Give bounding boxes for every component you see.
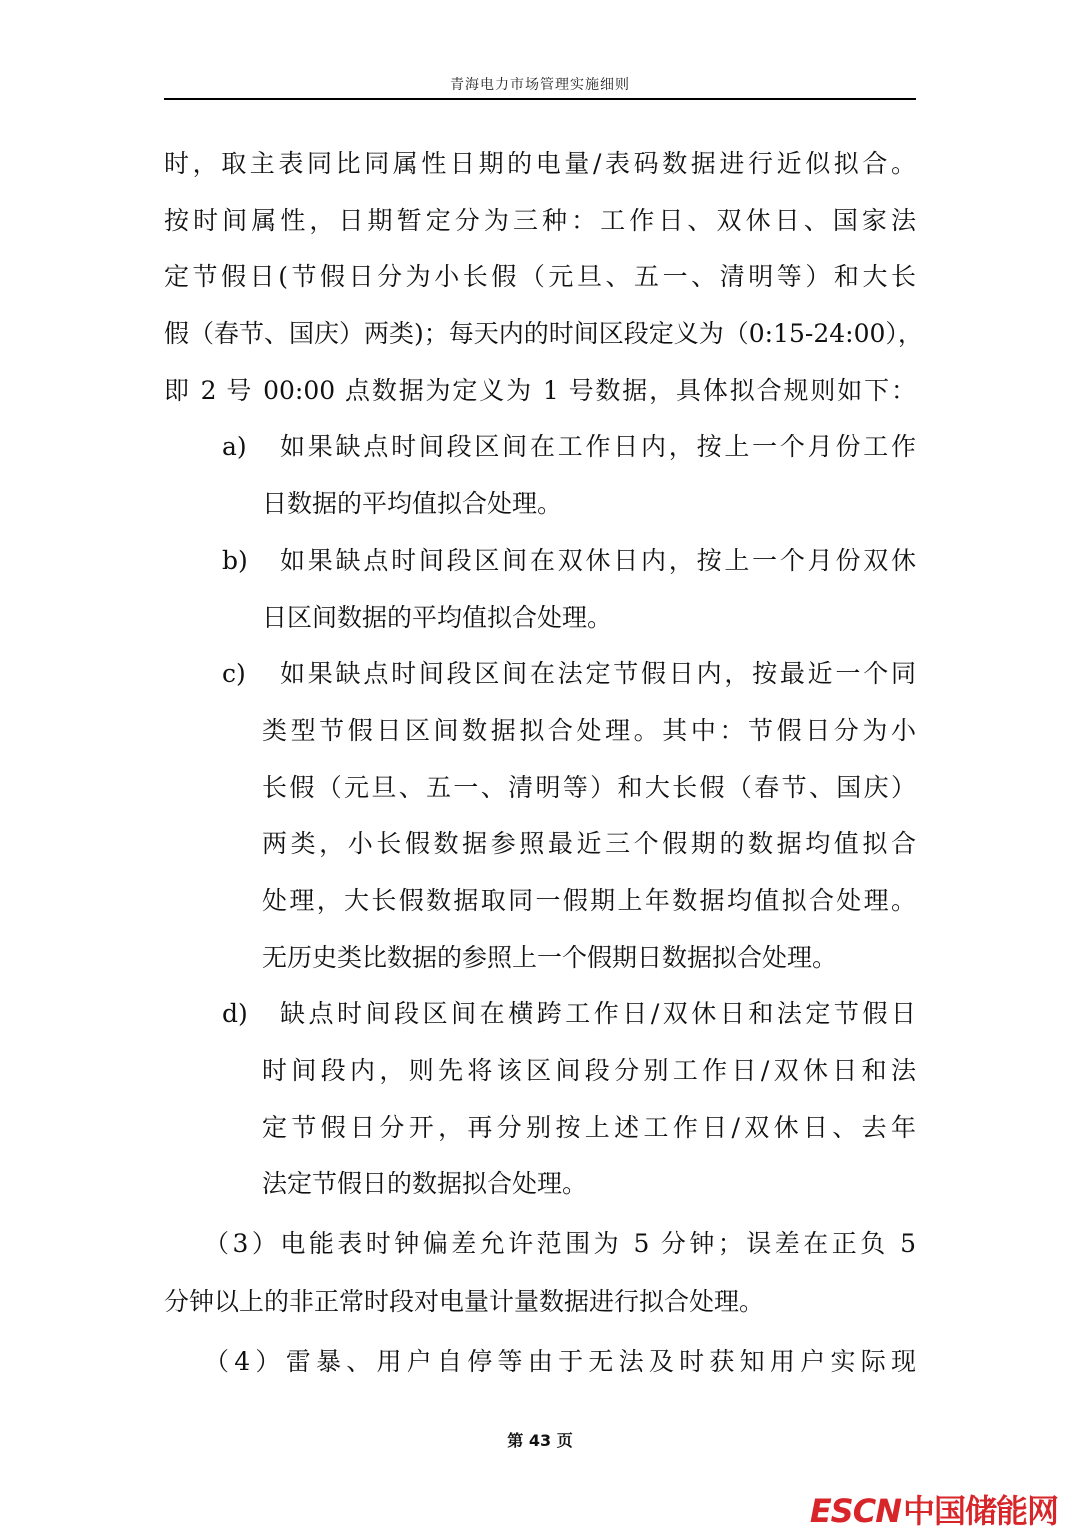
page-number: 第 43 页 [507, 1431, 573, 1450]
list-item-first-line [164, 419, 916, 476]
text-line: 无历史类比数据的参照上一个假期日数据拟合处理。 [262, 942, 838, 972]
text-line: 两类，小长假数据参照最近三个假期的数据均值拟合 [262, 829, 916, 859]
list-item-first-line [164, 533, 916, 590]
text-line: 即 2 号 00:00 点数据为定义为 1 号数据，具体拟合规则如下： [164, 375, 916, 405]
text-line: 定节假日(节假日分为小长假（元旦、五一、清明等）和大长 [164, 262, 916, 292]
text-line: 类型节假日区间数据拟合处理。其中：节假日分为小 [262, 715, 916, 745]
text-line: （3）电能表时钟偏差允许范围为 5 分钟；误差在正负 5 [204, 1229, 916, 1259]
running-header: 青海电力市场管理实施细则 [450, 77, 630, 93]
list-marker: b) [222, 545, 248, 575]
text-line: 如果缺点时间段区间在双休日内，按上一个月份双休 [280, 545, 916, 575]
escn-watermark-logo [810, 1486, 1058, 1532]
list-item-b [164, 533, 916, 646]
paragraph-3 [164, 1215, 916, 1331]
list-marker: a) [222, 432, 247, 462]
text-line: 如果缺点时间段区间在工作日内，按上一个月份工作 [280, 432, 916, 462]
text-line: 分钟以上的非正常时段对电量计量数据进行拟合处理。 [164, 1287, 765, 1317]
text-line: （4）雷暴、用户自停等由于无法及时获知用户实际现 [204, 1347, 916, 1377]
watermark-cjk: 中国储能网 [902, 1492, 1058, 1530]
text-line: 定节假日分开，再分别按上述工作日/双休日、去年 [262, 1112, 916, 1142]
intro-paragraph [164, 136, 923, 419]
text-line: 时间段内，则先将该区间段分别工作日/双休日和法 [262, 1056, 916, 1085]
text-line: 如果缺点时间段区间在法定节假日内，按最近一个同 [280, 659, 916, 689]
text-line: 按时间属性，日期暂定分为三种：工作日、双休日、国家法 [164, 205, 916, 235]
text-line: 假（春节、国庆）两类)；每天内的时间区段定义为（0:15-24:00）， [164, 319, 923, 349]
list-item-d [164, 986, 916, 1213]
text-line: 缺点时间段区间在横跨工作日/双休日和法定节假日 [280, 999, 916, 1029]
text-line: 日数据的平均值拟合处理。 [262, 489, 563, 519]
list-item-c [164, 646, 916, 986]
text-line: 长假（元旦、五一、清明等）和大长假（春节、国庆） [262, 772, 916, 802]
list-marker: d) [222, 999, 248, 1029]
text-line: 处理，大长假数据取同一假期上年数据均值拟合处理。 [262, 885, 916, 915]
list-item-first-line [164, 646, 916, 703]
paragraph-4 [164, 1333, 916, 1391]
text-line: 法定节假日的数据拟合处理。 [262, 1169, 588, 1199]
list-marker: c) [222, 659, 246, 689]
text-line: 时，取主表同比同属性日期的电量/表码数据进行近似拟合。 [164, 149, 916, 178]
watermark-latin: ESCN [809, 1492, 901, 1530]
header-rule [164, 98, 916, 100]
text-line: 日区间数据的平均值拟合处理。 [262, 602, 613, 632]
list-item-first-line [164, 986, 916, 1043]
document-body [164, 136, 923, 1391]
list-item-a [164, 419, 916, 532]
